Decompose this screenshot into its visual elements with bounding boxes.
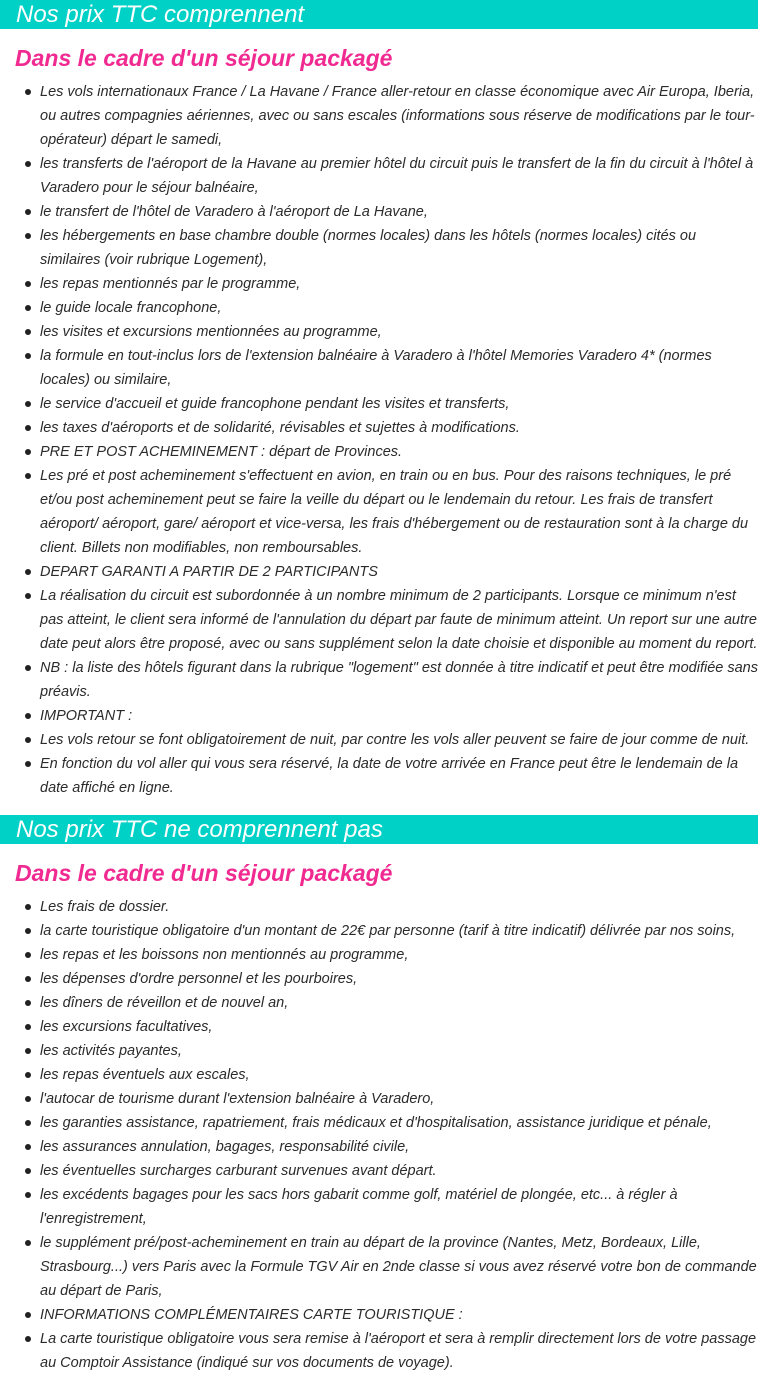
list-item: le service d'accueil et guide francophone pendant les visites et transferts,	[0, 392, 758, 416]
list-item: les dîners de réveillon et de nouvel an,	[0, 991, 758, 1015]
list-item: les assurances annulation, bagages, responsabilité civile,	[0, 1135, 758, 1159]
list-item: les garanties assistance, rapatriement, frais médicaux et d'hospitalisation, assistance juridique et pénale,	[0, 1111, 758, 1135]
included-title: Nos prix TTC comprennent	[16, 1, 305, 28]
included-header-band	[0, 0, 758, 29]
excluded-header-band	[0, 815, 758, 844]
list-item: les visites et excursions mentionnées au programme,	[0, 320, 758, 344]
excluded-list	[0, 895, 758, 1375]
list-item: la formule en tout-inclus lors de l'extension balnéaire à Varadero à l'hôtel Memories Varadero 4* (normes locales) ou similaire,	[0, 344, 758, 392]
list-item: La réalisation du circuit est subordonnée à un nombre minimum de 2 participants. Lorsque ce minimum n'est pas atteint, le client sera informé de l'annulation du départ par faute de minimum atteint. Un report sur une autre date peut alors être proposé, avec ou sans supplément selon la date choisie et disponible au moment du report.	[0, 584, 758, 656]
list-item: les éventuelles surcharges carburant survenues avant départ.	[0, 1159, 758, 1183]
list-item: NB : la liste des hôtels figurant dans la rubrique "logement" est donnée à titre indicatif et peut être modifiée sans préavis.	[0, 656, 758, 704]
list-item: les dépenses d'ordre personnel et les pourboires,	[0, 967, 758, 991]
list-item: les excursions facultatives,	[0, 1015, 758, 1039]
included-list	[0, 80, 758, 800]
list-item: En fonction du vol aller qui vous sera réservé, la date de votre arrivée en France peut être le lendemain de la date affiché en ligne.	[0, 752, 758, 800]
list-item: la carte touristique obligatoire d'un montant de 22€ par personne (tarif à titre indicatif) délivrée par nos soins,	[0, 919, 758, 943]
list-item: les hébergements en base chambre double (normes locales) dans les hôtels (normes locales) cités ou similaires (voir rubrique Logement),	[0, 224, 758, 272]
included-subtitle: Dans le cadre d'un séjour packagé	[15, 45, 393, 71]
list-item: PRE ET POST ACHEMINEMENT : départ de Provinces.	[0, 440, 758, 464]
list-item: Les vols retour se font obligatoirement de nuit, par contre les vols aller peuvent se faire de jour comme de nuit.	[0, 728, 758, 752]
list-item: La carte touristique obligatoire vous sera remise à l'aéroport et sera à remplir directement lors de votre passage au Comptoir Assistance (indiqué sur vos documents de voyage).	[0, 1327, 758, 1375]
list-item: les repas éventuels aux escales,	[0, 1063, 758, 1087]
list-item: les taxes d'aéroports et de solidarité, révisables et sujettes à modifications.	[0, 416, 758, 440]
list-item: INFORMATIONS COMPLÉMENTAIRES CARTE TOURISTIQUE :	[0, 1303, 758, 1327]
list-item: le transfert de l'hôtel de Varadero à l'aéroport de La Havane,	[0, 200, 758, 224]
list-item: Les frais de dossier.	[0, 895, 758, 919]
list-item: les excédents bagages pour les sacs hors gabarit comme golf, matériel de plongée, etc... à régler à l'enregistrement,	[0, 1183, 758, 1231]
list-item: le guide locale francophone,	[0, 296, 758, 320]
list-item: l'autocar de tourisme durant l'extension balnéaire à Varadero,	[0, 1087, 758, 1111]
list-item: les repas mentionnés par le programme,	[0, 272, 758, 296]
list-item: Les pré et post acheminement s'effectuent en avion, en train ou en bus. Pour des raisons techniques, le pré et/ou post acheminement peut se faire la veille du départ ou le lendemain du retour. Les frais de transfert aéroport/ aéroport, gare/ aéroport et vice-versa, les frais d'hébergement ou de restauration sont à la charge du client. Billets non modifiables, non remboursables.	[0, 464, 758, 560]
list-item: Les vols internationaux France / La Havane / France aller-retour en classe économique avec Air Europa, Iberia, ou autres compagnies aériennes, avec ou sans escales (informations sous réserve de modifications par le tour-opérateur) départ le samedi,	[0, 80, 758, 152]
list-item: DEPART GARANTI A PARTIR DE 2 PARTICIPANTS	[0, 560, 758, 584]
list-item: le supplément pré/post-acheminement en train au départ de la province (Nantes, Metz, Bordeaux, Lille, Strasbourg...) vers Paris avec la Formule TGV Air en 2nde classe si vous avez réservé votre bon de commande au départ de Paris,	[0, 1231, 758, 1303]
list-item: les activités payantes,	[0, 1039, 758, 1063]
excluded-subtitle: Dans le cadre d'un séjour packagé	[15, 860, 393, 886]
list-item: les transferts de l'aéroport de la Havane au premier hôtel du circuit puis le transfert de la fin du circuit à l'hôtel à Varadero pour le séjour balnéaire,	[0, 152, 758, 200]
excluded-title: Nos prix TTC ne comprennent pas	[16, 816, 383, 843]
list-item: IMPORTANT :	[0, 704, 758, 728]
list-item: les repas et les boissons non mentionnés au programme,	[0, 943, 758, 967]
